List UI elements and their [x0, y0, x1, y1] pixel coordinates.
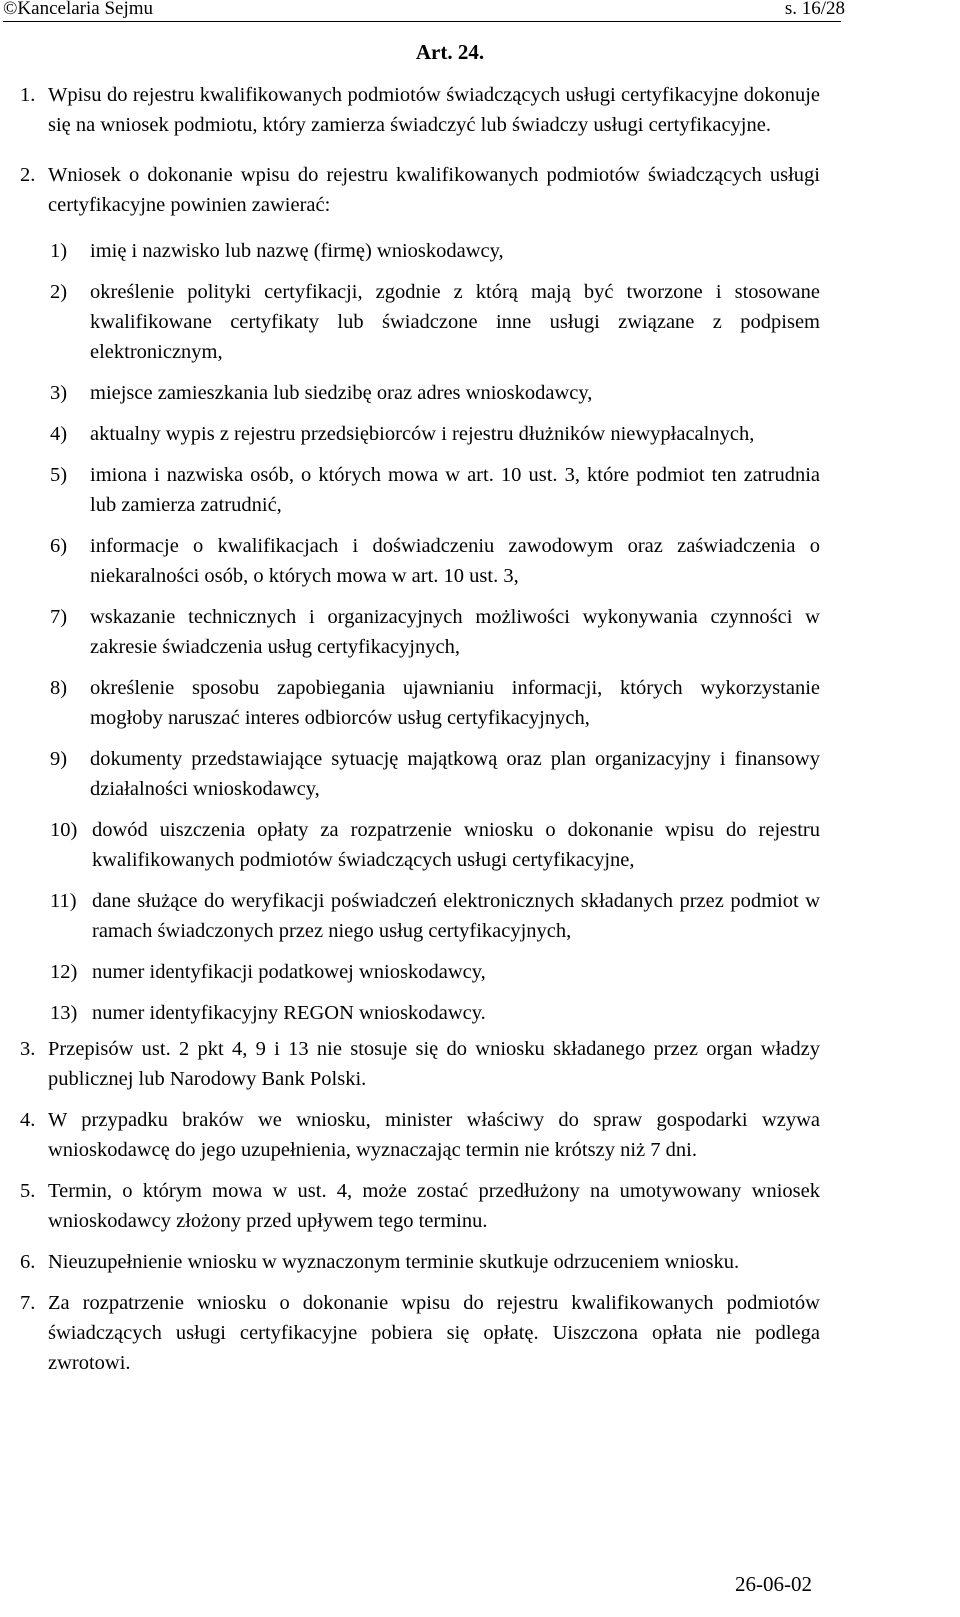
paragraph — [20, 1034, 820, 1094]
paragraph-text: Wpisu do rejestru kwalifikowanych podmiotów świadczących usługi certyfikacyjne dokonuje się na wniosek podmiotu, który zamierza świadczyć lub świadczy usługi certyfikacyjne. — [48, 84, 820, 136]
paragraph-number: 1. — [20, 84, 36, 106]
page-number: s. 16/28 — [784, 0, 845, 19]
paragraph-number: 5. — [20, 1180, 36, 1202]
list-item-text: dane służące do weryfikacji poświadczeń elektronicznych składanych przez podmiot w ramach świadczonych przez niego usług certyfikacyjnych, — [92, 890, 820, 942]
list-item-text: wskazanie technicznych i organizacyjnych możliwości wykonywania czynności w zakresie świadczenia usług certyfikacyjnych, — [90, 606, 820, 658]
footer-date: 26-06-02 — [735, 1572, 812, 1596]
list-item — [50, 378, 820, 408]
list-item-text: imiona i nazwiska osób, o których mowa w art. 10 ust. 3, które podmiot ten zatrudnia lub zamierza zatrudnić, — [90, 464, 820, 516]
paragraph-number: 7. — [20, 1292, 36, 1314]
list-item — [50, 531, 820, 591]
list-item-number: 13) — [50, 1002, 78, 1024]
paragraph-number: 2. — [20, 164, 36, 186]
paragraph-text: Za rozpatrzenie wniosku o dokonanie wpisu do rejestru kwalifikowanych podmiotów świadczących usługi certyfikacyjne pobiera się opłatę. Uiszczona opłata nie podlega zwrotowi. — [48, 1292, 820, 1374]
header-divider — [3, 21, 841, 22]
list-item-text: określenie sposobu zapobiegania ujawnianiu informacji, których wykorzystanie mogłoby naruszać interes odbiorców usług certyfikacyjnych, — [90, 677, 820, 729]
paragraph-number: 6. — [20, 1251, 36, 1273]
list-item — [50, 673, 820, 733]
page-header — [3, 0, 960, 22]
list-item — [50, 236, 820, 266]
list-item-number: 12) — [50, 961, 78, 983]
list-item-text: informacje o kwalifikacjach i doświadczeniu zawodowym oraz zaświadczenia o niekaralności osób, o których mowa w art. 10 ust. 3, — [90, 535, 820, 587]
paragraph-text: Termin, o którym mowa w ust. 4, może zostać przedłużony na umotywowany wniosek wnioskodawcy złożony przed upływem tego terminu. — [48, 1180, 820, 1232]
publisher-label: ©Kancelaria Sejmu — [3, 0, 154, 19]
list-item-text: numer identyfikacji podatkowej wnioskodawcy, — [92, 961, 486, 983]
paragraph-number: 3. — [20, 1038, 36, 1060]
list-item — [50, 886, 820, 946]
list-item — [50, 957, 820, 987]
list-item-number: 3) — [50, 382, 68, 404]
list-item — [50, 998, 820, 1028]
list-item-number: 8) — [50, 677, 68, 699]
list-item-number: 9) — [50, 748, 68, 770]
paragraph — [20, 1176, 820, 1236]
paragraph-number: 4. — [20, 1109, 36, 1131]
paragraph — [20, 1247, 820, 1277]
enumeration-list — [50, 236, 820, 1028]
list-item-number: 6) — [50, 535, 68, 557]
list-item-text: dokumenty przedstawiające sytuację majątkową oraz plan organizacyjny i finansowy działalności wnioskodawcy, — [90, 748, 820, 800]
list-item-text: określenie polityki certyfikacji, zgodnie z którą mają być tworzone i stosowane kwalifikowane certyfikaty lub świadczone inne usługi związane z podpisem elektronicznym, — [90, 281, 820, 363]
paragraph-text: W przypadku braków we wniosku, minister właściwy do spraw gospodarki wzywa wnioskodawcę do jego uzupełnienia, wyznaczając termin nie krótszy niż 7 dni. — [48, 1109, 820, 1161]
list-item — [50, 460, 820, 520]
list-item-number: 1) — [50, 240, 68, 262]
list-item — [50, 815, 820, 875]
list-item — [50, 277, 820, 367]
list-item-text: aktualny wypis z rejestru przedsiębiorców i rejestru dłużników niewypłacalnych, — [90, 423, 755, 445]
list-item-text: dowód uiszczenia opłaty za rozpatrzenie wniosku o dokonanie wpisu do rejestru kwalifikowanych podmiotów świadczących usługi certyfikacyjne, — [92, 819, 820, 871]
list-item-text: miejsce zamieszkania lub siedzibę oraz adres wnioskodawcy, — [90, 382, 593, 404]
paragraph-text: Nieuzupełnienie wniosku w wyznaczonym terminie skutkuje odrzuceniem wniosku. — [48, 1251, 740, 1273]
paragraph — [20, 80, 820, 140]
list-item-number: 11) — [50, 890, 77, 912]
list-item-text: imię i nazwisko lub nazwę (firmę) wnioskodawcy, — [90, 240, 504, 262]
paragraph-text: Przepisów ust. 2 pkt 4, 9 i 13 nie stosuje się do wniosku składanego przez organ władzy publicznej lub Narodowy Bank Polski. — [48, 1038, 820, 1090]
list-item-number: 7) — [50, 606, 68, 628]
article-body — [20, 80, 820, 1378]
paragraph — [20, 1288, 820, 1378]
list-item-number: 2) — [50, 281, 68, 303]
article-title: Art. 24. — [415, 40, 485, 64]
list-item-number: 4) — [50, 423, 68, 445]
list-item-text: numer identyfikacyjny REGON wnioskodawcy. — [92, 1002, 486, 1024]
paragraph — [20, 160, 820, 220]
list-item-number: 5) — [50, 464, 68, 486]
list-item — [50, 744, 820, 804]
list-item — [50, 419, 820, 449]
paragraph — [20, 1105, 820, 1165]
paragraph-text: Wniosek o dokonanie wpisu do rejestru kwalifikowanych podmiotów świadczących usługi certyfikacyjne powinien zawierać: — [48, 164, 820, 216]
list-item-number: 10) — [50, 819, 78, 841]
list-item — [50, 602, 820, 662]
